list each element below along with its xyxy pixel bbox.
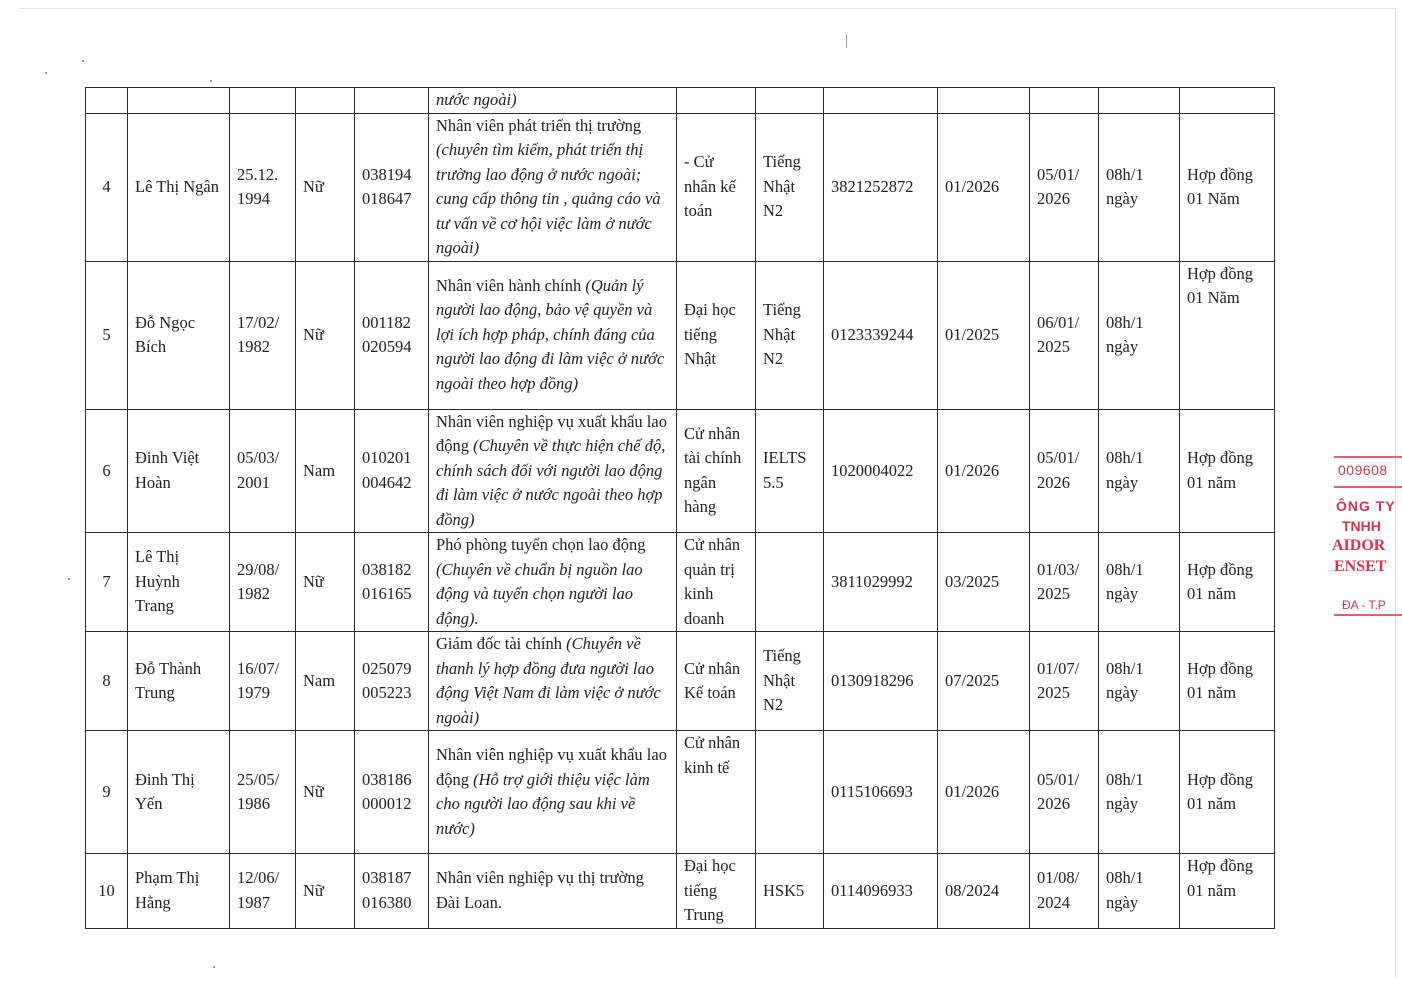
contract-type: Hợp đồng 01 năm <box>1187 658 1254 702</box>
table-row <box>86 533 1275 632</box>
gender-cell <box>296 113 355 261</box>
gender-cell <box>296 533 355 632</box>
position-title: Nhân viên hành chính <box>436 275 582 295</box>
speck <box>213 966 215 968</box>
gender-cell <box>296 409 355 533</box>
working-hours-cell <box>1099 113 1180 261</box>
contract-type: Hợp đồng 01 năm <box>1187 856 1254 900</box>
stamp-ring <box>1334 486 1402 488</box>
position-tail-cell <box>429 88 677 114</box>
date-of-birth-cell <box>230 409 296 533</box>
date-of-birth: 29/08/ 1982 <box>237 559 280 603</box>
insurance-number-cell <box>824 632 938 731</box>
gender-cell <box>296 261 355 409</box>
contract-type-cell <box>1180 409 1275 533</box>
cell-empty <box>86 88 128 114</box>
date-of-birth: 17/02/ 1982 <box>237 312 280 356</box>
education: Cử nhân tài chính ngân hàng <box>684 423 742 517</box>
insurance-start-cell <box>938 261 1030 409</box>
contract-date: 05/01/ 2026 <box>1037 769 1080 813</box>
employee-name-cell <box>128 113 230 261</box>
working-hours: 08h/1 ngày <box>1106 312 1144 356</box>
date-of-birth: 16/07/ 1979 <box>237 658 280 702</box>
position-title: Phó phòng tuyển chọn lao động <box>436 535 646 554</box>
pen-mark <box>846 34 847 48</box>
education-cell <box>677 409 756 533</box>
position-title: Nhân viên phát triển thị trường <box>436 115 642 135</box>
working-hours: 08h/1 ngày <box>1106 658 1144 702</box>
insurance-start: 07/2025 <box>945 670 1000 690</box>
date-of-birth: 05/03/ 2001 <box>237 448 280 492</box>
contract-date-cell <box>1030 731 1099 854</box>
cell-empty <box>296 88 355 114</box>
row-index: 9 <box>102 781 111 801</box>
working-hours: 08h/1 ngày <box>1106 448 1144 492</box>
insurance-number: 0130918296 <box>831 670 914 690</box>
contract-date-cell <box>1030 113 1099 261</box>
stamp-text: ÔNG TY <box>1336 498 1396 514</box>
contract-type-cell <box>1180 533 1275 632</box>
position-cell <box>429 632 677 731</box>
position-description: (Chuyên về chuẩn bị nguồn lao động và tuyển chọn người lao động). <box>436 559 643 628</box>
insurance-start-cell <box>938 409 1030 533</box>
insurance-start-cell <box>938 854 1030 929</box>
insurance-start-cell <box>938 632 1030 731</box>
language-certificate-cell <box>756 854 824 929</box>
position-cell <box>429 409 677 533</box>
contract-type: Hợp đồng 01 năm <box>1187 769 1254 813</box>
cell-empty <box>824 88 938 114</box>
table-row <box>86 261 1275 409</box>
id-number-cell <box>355 533 429 632</box>
stamp-text: ĐA - T.P <box>1342 598 1386 612</box>
language-certificate-cell <box>756 409 824 533</box>
insurance-number: 0115106693 <box>831 781 913 801</box>
position-title: Giám đốc tài chính <box>436 634 563 653</box>
date-of-birth-cell <box>230 731 296 854</box>
contract-type-cell <box>1180 632 1275 731</box>
employee-name: Đinh Việt Hoàn <box>135 448 200 492</box>
row-index-cell <box>86 731 128 854</box>
speck <box>45 72 47 74</box>
gender-cell <box>296 632 355 731</box>
staff-table <box>85 87 1275 929</box>
gender-cell <box>296 854 355 929</box>
contract-type: Hợp đồng 01 Năm <box>1187 263 1254 307</box>
row-index: 7 <box>102 571 111 591</box>
row-index: 10 <box>98 880 115 900</box>
gender: Nữ <box>303 176 324 196</box>
language-certificate-cell <box>756 731 824 854</box>
date-of-birth-cell <box>230 632 296 731</box>
insurance-start: 01/2026 <box>945 781 1000 801</box>
date-of-birth-cell <box>230 261 296 409</box>
employee-name-cell <box>128 409 230 533</box>
id-number: 010201 004642 <box>362 448 412 492</box>
working-hours-cell <box>1099 632 1180 731</box>
contract-date: 01/03/ 2025 <box>1037 559 1080 603</box>
row-index-cell <box>86 632 128 731</box>
employee-name-cell <box>128 533 230 632</box>
table-row <box>86 409 1275 533</box>
row-index: 4 <box>102 176 111 196</box>
date-of-birth: 25/05/ 1986 <box>237 769 280 813</box>
employee-name: Lê Thị Ngân <box>135 176 220 196</box>
row-index-cell <box>86 854 128 929</box>
stamp-ring <box>1334 456 1402 458</box>
education: Cử nhân quản trị kinh doanh <box>684 535 741 628</box>
contract-date-cell <box>1030 854 1099 929</box>
working-hours-cell <box>1099 409 1180 533</box>
contract-date-cell <box>1030 409 1099 533</box>
insurance-number: 1020004022 <box>831 460 914 480</box>
position-description: (Chuyên về thanh lý hợp đồng đưa người lao động Việt Nam đi làm việc ở nước ngoài) <box>436 634 661 727</box>
id-number: 038182 016165 <box>362 559 412 603</box>
id-number-cell <box>355 854 429 929</box>
position-tail: nước ngoài) <box>436 90 517 109</box>
position-cell <box>429 854 677 929</box>
education: Cử nhân Kế toán <box>684 658 741 702</box>
education-cell <box>677 731 756 854</box>
insurance-start-cell <box>938 731 1030 854</box>
row-index: 6 <box>102 460 111 480</box>
position-cell <box>429 113 677 261</box>
working-hours: 08h/1 ngày <box>1106 164 1144 208</box>
language-certificate: Tiếng Nhật N2 <box>763 152 801 221</box>
education: - Cử nhân kế toán <box>684 152 736 221</box>
cell-empty <box>677 88 756 114</box>
employee-name-cell <box>128 632 230 731</box>
insurance-start: 03/2025 <box>945 571 1000 591</box>
page-edge-top <box>20 8 1395 9</box>
employee-name-cell <box>128 854 230 929</box>
contract-type-cell <box>1180 854 1275 929</box>
employee-name: Đỗ Ngọc Bích <box>135 312 196 356</box>
table-row <box>86 113 1275 261</box>
position-cell <box>429 261 677 409</box>
gender: Nam <box>303 460 336 480</box>
stamp-ring <box>1334 614 1402 616</box>
language-certificate: IELTS 5.5 <box>763 448 807 492</box>
working-hours: 08h/1 ngày <box>1106 769 1144 813</box>
contract-type: Hợp đồng 01 năm <box>1187 559 1254 603</box>
language-certificate: Tiếng Nhật N2 <box>763 300 801 369</box>
insurance-number: 3821252872 <box>831 176 914 196</box>
row-index-cell <box>86 113 128 261</box>
stamp-text: AIDOR <box>1332 537 1386 554</box>
employee-name: Lê Thị Huỳnh Trang <box>135 547 180 616</box>
date-of-birth-cell <box>230 533 296 632</box>
insurance-number-cell <box>824 261 938 409</box>
gender: Nữ <box>303 781 324 801</box>
position-title: Nhân viên nghiệp vụ xuất khẩu lao động <box>436 411 667 455</box>
language-certificate-cell <box>756 113 824 261</box>
table-row <box>86 854 1275 929</box>
cell-empty <box>230 88 296 114</box>
date-of-birth: 25.12. 1994 <box>237 164 279 208</box>
cell-empty <box>1099 88 1180 114</box>
id-number-cell <box>355 261 429 409</box>
gender: Nữ <box>303 880 324 900</box>
cell-empty <box>128 88 230 114</box>
employee-name-cell <box>128 261 230 409</box>
contract-date-cell <box>1030 261 1099 409</box>
gender-cell <box>296 731 355 854</box>
company-stamp <box>1328 448 1402 628</box>
cell-empty <box>355 88 429 114</box>
stamp-text: ENSET <box>1334 558 1387 575</box>
row-index-cell <box>86 409 128 533</box>
speck <box>68 578 70 580</box>
working-hours-cell <box>1099 854 1180 929</box>
language-certificate: Tiếng Nhật N2 <box>763 646 801 715</box>
cell-empty <box>1180 88 1275 114</box>
insurance-start: 08/2024 <box>945 880 1000 900</box>
education-cell <box>677 854 756 929</box>
contract-date: 05/01/ 2026 <box>1037 448 1080 492</box>
continuation-row <box>86 88 1275 114</box>
position-cell <box>429 533 677 632</box>
id-number-cell <box>355 731 429 854</box>
working-hours: 08h/1 ngày <box>1106 868 1144 912</box>
working-hours-cell <box>1099 731 1180 854</box>
working-hours: 08h/1 ngày <box>1106 559 1144 603</box>
speck <box>210 80 212 82</box>
insurance-number-cell <box>824 113 938 261</box>
insurance-number: 0123339244 <box>831 324 914 344</box>
contract-type-cell <box>1180 261 1275 409</box>
working-hours-cell <box>1099 261 1180 409</box>
gender: Nam <box>303 670 336 690</box>
education: Đại học tiếng Nhật <box>684 300 736 369</box>
row-index: 5 <box>102 324 111 344</box>
position-description: (chuyên tìm kiếm, phát triển thị trường lao động ở nước ngoài; cung cấp thông tin , quảng cáo và tư vấn về cơ hội việc làm ở nước ngoài) <box>436 140 661 257</box>
insurance-number: 0114096933 <box>831 880 913 900</box>
contract-date: 01/07/ 2025 <box>1037 658 1080 702</box>
table-row <box>86 731 1275 854</box>
language-certificate-cell <box>756 533 824 632</box>
gender: Nữ <box>303 324 324 344</box>
contract-date: 01/08/ 2024 <box>1037 868 1080 912</box>
contract-date: 05/01/ 2026 <box>1037 164 1080 208</box>
id-number-cell <box>355 113 429 261</box>
cell-empty <box>938 88 1030 114</box>
position-title: Nhân viên nghiệp vụ thị trường Đài Loan. <box>436 868 644 912</box>
contract-type-cell <box>1180 731 1275 854</box>
language-certificate-cell <box>756 261 824 409</box>
contract-date-cell <box>1030 533 1099 632</box>
insurance-number-cell <box>824 854 938 929</box>
id-number-cell <box>355 632 429 731</box>
date-of-birth: 12/06/ 1987 <box>237 868 280 912</box>
language-certificate-cell <box>756 632 824 731</box>
education-cell <box>677 632 756 731</box>
language-certificate: HSK5 <box>763 880 805 900</box>
row-index: 8 <box>102 670 111 690</box>
id-number: 038186 000012 <box>362 769 412 813</box>
contract-type: Hợp đồng 01 năm <box>1187 448 1254 492</box>
position-cell <box>429 731 677 854</box>
contract-type-cell <box>1180 113 1275 261</box>
date-of-birth-cell <box>230 854 296 929</box>
employee-name-cell <box>128 731 230 854</box>
position-title: Nhân viên nghiệp vụ xuất khẩu lao động <box>436 745 667 789</box>
insurance-start-cell <box>938 533 1030 632</box>
insurance-start: 01/2025 <box>945 324 1000 344</box>
contract-type: Hợp đồng 01 Năm <box>1187 164 1254 208</box>
speck <box>82 60 84 62</box>
education: Cử nhân kinh tế <box>684 733 741 777</box>
id-number: 025079 005223 <box>362 658 412 702</box>
cell-empty <box>1030 88 1099 114</box>
position-description: (Hỗ trợ giới thiệu việc làm cho người lao động sau khi về nước) <box>436 769 650 838</box>
education-cell <box>677 261 756 409</box>
insurance-start: 01/2026 <box>945 460 1000 480</box>
date-of-birth-cell <box>230 113 296 261</box>
gender: Nữ <box>303 571 324 591</box>
insurance-number-cell <box>824 533 938 632</box>
employee-name: Đỗ Thành Trung <box>135 658 202 702</box>
insurance-start-cell <box>938 113 1030 261</box>
working-hours-cell <box>1099 533 1180 632</box>
stamp-text: TNHH <box>1342 518 1381 534</box>
insurance-number-cell <box>824 731 938 854</box>
cell-empty <box>756 88 824 114</box>
id-number: 001182 020594 <box>362 312 412 356</box>
employee-name: Phạm Thị Hằng <box>135 868 200 912</box>
id-number-cell <box>355 409 429 533</box>
education-cell <box>677 113 756 261</box>
id-number: 038194 018647 <box>362 164 412 208</box>
table-row <box>86 632 1275 731</box>
education: Đại học tiếng Trung <box>684 856 736 924</box>
insurance-number-cell <box>824 409 938 533</box>
education-cell <box>677 533 756 632</box>
id-number: 038187 016380 <box>362 868 412 912</box>
row-index-cell <box>86 261 128 409</box>
row-index-cell <box>86 533 128 632</box>
position-description: (Quản lý người lao động, bảo vệ quyền và lợi ích hợp pháp, chính đáng của người lao động đi làm việc ở nước ngoài theo hợp đồng) <box>436 275 665 393</box>
insurance-number: 3811029992 <box>831 571 913 591</box>
contract-date: 06/01/ 2025 <box>1037 312 1080 356</box>
insurance-start: 01/2026 <box>945 176 1000 196</box>
contract-date-cell <box>1030 632 1099 731</box>
position-description: (Chuyên về thực hiện chế độ, chính sách đối với người lao động đi làm việc ở nước ngoài theo hợp đồng) <box>436 436 666 529</box>
stamp-text: 009608 <box>1338 462 1388 478</box>
employee-name: Đinh Thị Yến <box>135 769 195 813</box>
